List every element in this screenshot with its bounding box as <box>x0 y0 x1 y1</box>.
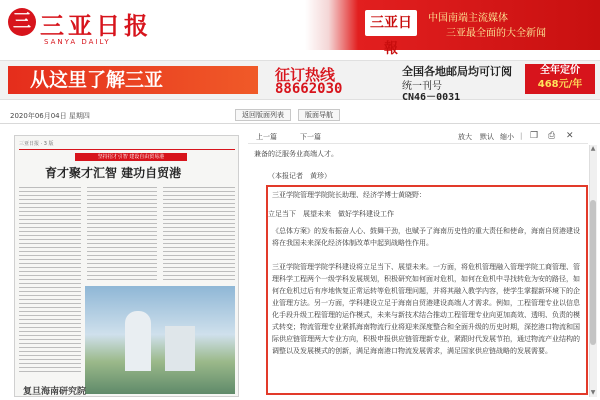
previous-article-link[interactable]: 上一篇 <box>256 133 277 141</box>
thumbnail-text-column[interactable] <box>163 184 235 282</box>
font-smaller-button[interactable]: 缩小 <box>500 133 514 141</box>
thumbnail-photo[interactable] <box>85 286 235 394</box>
thumbnail-text-column[interactable] <box>19 184 81 374</box>
article-paragraph: 《总体方案》的发布振奋人心、鼓舞干劲，也赋予了海南历史性的重大责任和使命，海南自贸港建设将在我国未来深化经济体制改革中起到战略性作用。 <box>272 227 580 247</box>
next-article-link[interactable]: 下一篇 <box>300 133 321 141</box>
logo-subtitle: SANYA DAILY <box>44 38 111 46</box>
article-subheading: 立足当下 展望未来 做好学科建设工作 <box>268 210 394 218</box>
ad-price-badge <box>525 64 595 94</box>
print-icon[interactable]: ⎙ <box>548 131 556 141</box>
banner-slogan-2: 三亚最全面的大全新闻 <box>446 28 546 39</box>
thumbnail-kicker[interactable]: 坚持招才引智 建设自由贸易港 <box>75 153 187 161</box>
thumbnail-photo-building <box>165 326 195 371</box>
article-toolbar <box>248 130 588 144</box>
scroll-down-icon[interactable]: ▼ <box>590 389 596 396</box>
banner-seal-logo: 三亚日報 <box>365 10 417 36</box>
ad-hotline-number: 88662030 <box>275 81 343 97</box>
ad-slogan: 从这里了解三亚 <box>8 66 258 94</box>
toolbar-separator: | <box>520 132 523 140</box>
font-default-button[interactable]: 默认 <box>480 133 494 141</box>
back-to-list-button[interactable]: 返回版面列表 <box>235 109 291 121</box>
edition-nav-bar <box>0 108 600 124</box>
banner-slogan-1: 中国南端主流媒体 <box>428 13 508 24</box>
thumbnail-side-headline[interactable]: 复旦海南研究院 <box>23 387 87 397</box>
scroll-up-icon[interactable]: ▲ <box>590 145 596 152</box>
ad-issn-line: 统一刊号 <box>402 81 442 92</box>
interviewee-line: 三亚学院管理学院院长助理、经济学博士黄晓野： <box>272 191 426 199</box>
thumbnail-page-header: 三亚日报 · 3 版 <box>19 140 235 150</box>
ad-hotline-label: 征订热线 <box>275 66 336 84</box>
ad-price-value: 468元/年 <box>537 79 583 90</box>
thumbnail-headline[interactable]: 育才聚才汇智 建功自贸港 <box>45 166 182 180</box>
ad-post-line: 全国各地邮局均可订阅 <box>402 65 512 78</box>
ad-cn-number: CN46－0031 <box>402 92 461 103</box>
page-thumbnail[interactable] <box>14 135 239 397</box>
article-paragraph: 三亚学院管理学院学科建设将立足当下、展望未来。一方面，将危机管理融入管理学院工商管理、管理科学工程两个一级学科发展规划，积极研究如何面对危机，如何在危机中寻找转危为安的路径，如何在危机过后有序地恢复正常运转等危机管理问题，并将其融入教学内容，使学生掌握新环境下的企业管理方法。另一方面，学科建设立足于海南自贸港建设高端人才需求。例如，工程管理专业以信息化手段升级工程管理的运作模式，未来与新技术结合推动工程管理专业向更加高效、透明、负责的模式转变；物流管理专业紧抓海南物流行业将迎来深度整合和全面升级的历史时期，深挖港口物流和国际供应链管理两大专业方向，积极申报供应链管理新专业，紧跟时代发展节拍，通过物流产业结构的调整以及发展模式的创新，满足海南港口物流发展需求，满足国家供应链战略的发展需要。 <box>272 263 580 355</box>
article-byline: （本报记者 黄珍） <box>268 172 331 180</box>
article-intro-text: 兼备的泛服务业高端人才。 <box>254 150 338 158</box>
logo-mark: 三 <box>8 8 36 36</box>
thumbnail-photo-building <box>125 311 151 371</box>
ad-price-label: 全年定价 <box>540 65 580 76</box>
edition-date: 2020年06月04日 星期四 <box>10 112 90 120</box>
font-larger-button[interactable]: 放大 <box>458 133 472 141</box>
scrollbar-thumb[interactable] <box>590 200 596 345</box>
layout-nav-button[interactable]: 版面导航 <box>298 109 340 121</box>
share-icon[interactable]: ❒ <box>530 131 539 141</box>
thumbnail-text-column[interactable] <box>87 184 157 282</box>
newspaper-logo[interactable]: 三亚日报 <box>40 11 152 40</box>
close-icon[interactable]: ✕ <box>566 131 574 141</box>
